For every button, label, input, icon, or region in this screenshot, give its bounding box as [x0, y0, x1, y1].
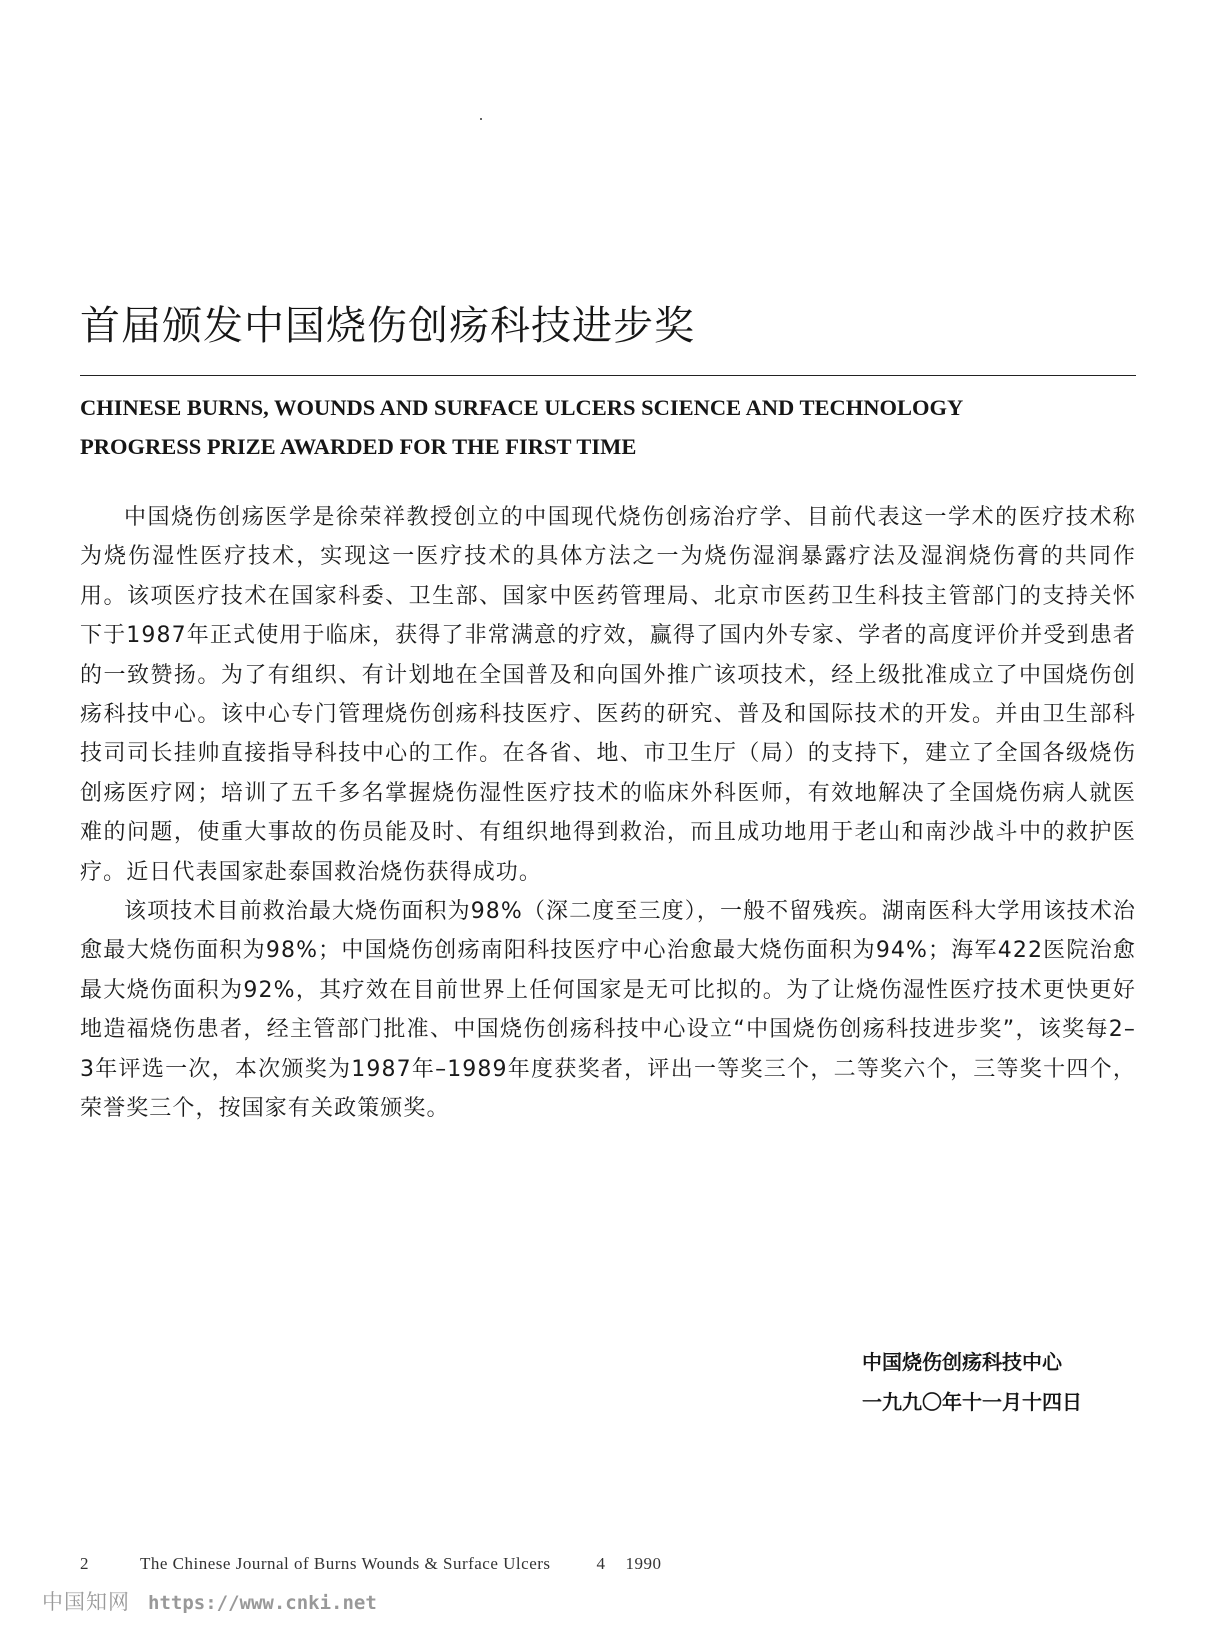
article-title-chinese: 首届颁发中国烧伤创疡科技进步奖	[80, 303, 695, 349]
signature-block	[862, 1342, 1082, 1422]
watermark-url: https://www.cnki.net	[148, 1592, 377, 1614]
article-paragraph-2: 该项技术目前救治最大烧伤面积为98%（深二度至三度），一般不留残疾。湖南医科大学用该技术治愈最大烧伤面积为98%；中国烧伤创疡南阳科技医疗中心治愈最大烧伤面积为94%；海军422医院治愈最大烧伤面积为92%，其疗效在目前世界上任何国家是无可比拟的。为了让烧伤湿性医疗技术更快更好地造福烧伤患者，经主管部门批准、中国烧伤创疡科技中心设立“中国烧伤创疡科技进步奖”，该奖每2–3年评选一次，本次颁奖为1987年–1989年度获奖者，评出一等奖三个，二等奖六个，三等奖十四个，荣誉奖三个，按国家有关政策颁奖。	[80, 899, 1136, 1122]
article-paragraph-1: 中国烧伤创疡医学是徐荣祥教授创立的中国现代烧伤创疡治疗学、目前代表这一学术的医疗技术称为烧伤湿性医疗技术，实现这一医疗技术的具体方法之一为烧伤湿润暴露疗法及湿润烧伤膏的共同作用。该项医疗技术在国家科委、卫生部、国家中医药管理局、北京市医药卫生科技主管部门的支持关怀下于1987年正式使用于临床，获得了非常满意的疗效，赢得了国内外专家、学者的高度评价并受到患者的一致赞扬。为了有组织、有计划地在全国普及和向国外推广该项技术，经上级批准成立了中国烧伤创疡科技中心。该中心专门管理烧伤创疡科技医疗、医药的研究、普及和国际技术的开发。并由卫生部科技司司长挂帅直接指导科技中心的工作。在各省、地、市卫生厅（局）的支持下，建立了全国各级烧伤创疡医疗网；培训了五千多名掌握烧伤湿性医疗技术的临床外科医师，有效地解决了全国烧伤病人就医难的问题，使重大事故的伤员能及时、有组织地得到救治，而且成功地用于老山和南沙战斗中的救护医疗。近日代表国家赴泰国救治烧伤获得成功。	[80, 505, 1136, 885]
signature-organization: 中国烧伤创疡科技中心	[862, 1350, 1062, 1374]
footer-issue: 4	[596, 1554, 606, 1573]
scan-speck	[480, 118, 482, 120]
footer-page-number: 2	[80, 1554, 89, 1573]
article-title-english-line-2: PROGRESS PRIZE AWARDED FOR THE FIRST TIME	[80, 434, 637, 459]
article-title-english-line-1: CHINESE BURNS, WOUNDS AND SURFACE ULCERS SCIENCE AND TECHNOLOGY	[80, 395, 964, 420]
article-body	[80, 498, 1136, 1129]
signature-date: 一九九〇年十一月十四日	[862, 1390, 1082, 1414]
journal-footer	[80, 1554, 662, 1574]
title-divider	[80, 375, 1136, 376]
footer-journal-name: The Chinese Journal of Burns Wounds & Surface Ulcers	[140, 1554, 551, 1573]
article-title-english	[80, 388, 1160, 466]
footer-year: 1990	[625, 1554, 662, 1573]
cnki-watermark	[42, 1586, 377, 1616]
watermark-name: 中国知网	[42, 1590, 130, 1614]
